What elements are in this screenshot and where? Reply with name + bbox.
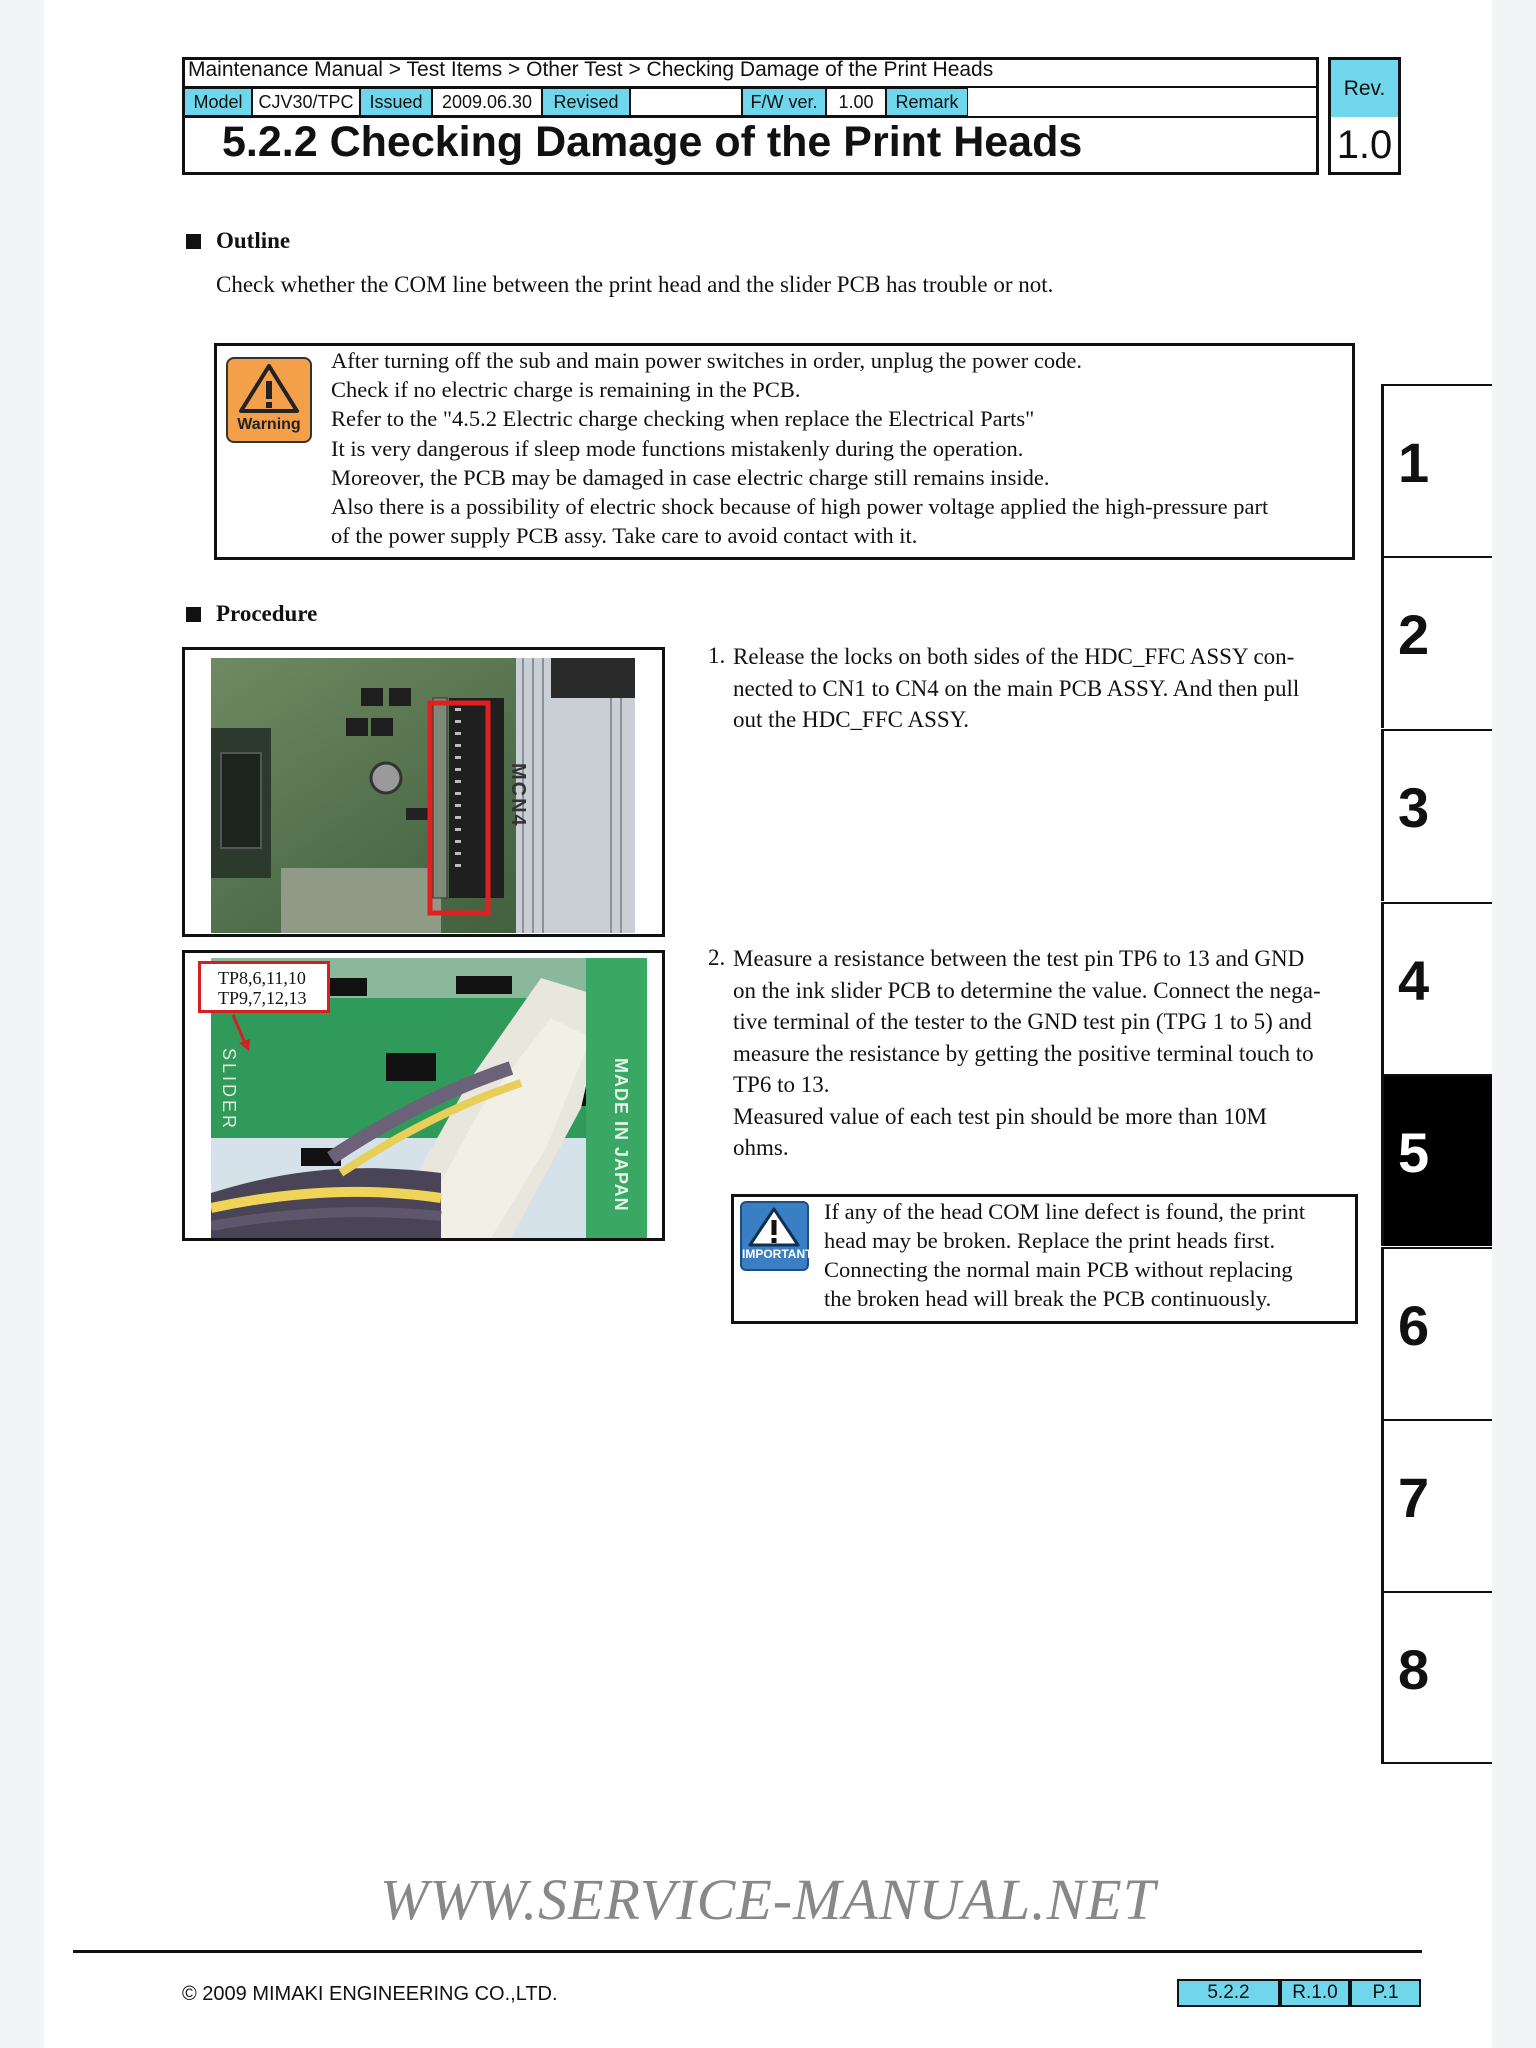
chapter-tab-3[interactable] [1381,729,1492,901]
test-pin-callout [198,961,330,1013]
step-2-text [733,943,1321,1164]
step-number: 1. [708,643,726,668]
footer-section: 5.2.2 [1177,1979,1280,2007]
tab-label: 7 [1398,1466,1430,1529]
warning-line: It is very dangerous if sleep mode functions mistakenly during the operation. [331,435,1024,461]
revised-label: Revised [542,88,630,116]
fw-label: F/W ver. [742,88,826,116]
step-line: tive terminal of the tester to the GND test pin (TPG 1 to 5) and [733,1009,1312,1034]
pcb-silkscreen: SLIDER [219,1048,239,1132]
callout-line: TP8,6,11,10 [218,968,306,988]
chapter-tab-5[interactable] [1381,1074,1492,1246]
step-line: Measure a resistance between the test pin TP6 to 13 and GND [733,946,1305,971]
procedure-heading: Procedure [216,601,318,626]
step-line: TP6 to 13. [733,1072,830,1097]
tab-label: 4 [1398,949,1430,1012]
step-line: out the HDC_FFC ASSY. [733,707,970,732]
tab-label: 5 [1398,1121,1430,1184]
chapter-tab-1[interactable] [1381,384,1492,556]
issued-value: 2009.06.30 [432,88,542,116]
warning-icon-label: Warning [237,416,301,433]
step-line: Measured value of each test pin should be more than 10M [733,1103,1267,1129]
important-icon-label: IMPORTANT [742,1247,813,1261]
revision-value: 1.0 [1336,123,1393,167]
step-line: ohms. [733,1135,789,1160]
footer-page: P.1 [1350,1979,1421,2007]
issued-label: Issued [360,88,432,116]
main-pcb-photo [211,658,635,933]
chapter-tab-4[interactable] [1381,902,1492,1074]
important-line: If any of the head COM line defect is found, the print [824,1199,1306,1224]
chapter-tab-6[interactable] [1381,1247,1492,1419]
tab-label: 8 [1398,1638,1430,1701]
important-line: Connecting the normal main PCB without replacing [824,1257,1293,1282]
step-number: 2. [708,945,726,970]
section-bullet [186,607,201,622]
warning-line: Check if no electric charge is remaining in the PCB. [331,377,801,403]
model-label: Model [184,88,252,116]
warning-line: Moreover, the PCB may be damaged in case electric charge still remains inside. [331,464,1050,490]
important-line: the broken head will break the PCB continuously. [824,1286,1272,1311]
tab-label: 6 [1398,1294,1430,1357]
revision-label: Rev. [1331,60,1398,117]
page-title: 5.2.2 Checking Damage of the Print Heads [222,118,1083,166]
chapter-tab-7[interactable] [1381,1419,1492,1591]
callout-arrow-icon [225,1013,265,1053]
warning-line: Refer to the "4.5.2 Electric charge checking when replace the Electrical Parts" [331,406,1035,432]
revised-value [630,88,742,116]
watermark: WWW.SERVICE-MANUAL.NET [380,1867,1156,1932]
tab-label: 3 [1398,776,1430,839]
tab-label: 1 [1398,431,1430,494]
step-line: nected to CN1 to CN4 on the main PCB ASSY. And then pull [733,675,1300,701]
remark-label: Remark [886,88,968,116]
section-bullet [186,234,201,249]
breadcrumb: Maintenance Manual > Test Items > Other Test > Checking Damage of the Print Heads [188,58,994,81]
fw-value: 1.00 [826,88,886,116]
chapter-tab-2[interactable] [1381,556,1492,728]
warning-line: After turning off the sub and main power switches in order, unplug the power code. [331,348,1082,373]
connector-label: MCN4 [507,763,529,828]
warning-icon [226,357,312,443]
warning-line: of the power supply PCB assy. Take care to avoid contact with it. [331,523,918,549]
step-line: Release the locks on both sides of the HDC_FFC ASSY con- [733,644,1295,669]
step-line: on the ink slider PCB to determine the value. Connect the nega- [733,977,1321,1003]
warning-text [331,346,1268,550]
step-line: measure the resistance by getting the positive terminal touch to [733,1040,1314,1066]
important-line: head may be broken. Replace the print heads first. [824,1228,1276,1253]
important-text [824,1197,1305,1313]
outline-text: Check whether the COM line between the print head and the slider PCB has trouble or not. [216,272,1054,297]
remark-value [968,88,1316,116]
pcb-marking: MADE IN JAPAN [611,1058,631,1212]
important-icon [740,1201,813,1271]
footer-rule [73,1950,1422,1953]
copyright: © 2009 MIMAKI ENGINEERING CO.,LTD. [182,1983,558,2005]
footer-revision: R.1.0 [1280,1979,1350,2007]
callout-line: TP9,7,12,13 [218,988,307,1008]
step-1-text [733,641,1299,736]
outline-heading: Outline [216,228,291,253]
warning-line: Also there is a possibility of electric shock because of high power voltage applied the high-pressure part [331,494,1269,520]
tab-label: 2 [1398,603,1430,666]
chapter-tab-8[interactable] [1381,1591,1492,1764]
model-value: CJV30/TPC [252,88,360,116]
